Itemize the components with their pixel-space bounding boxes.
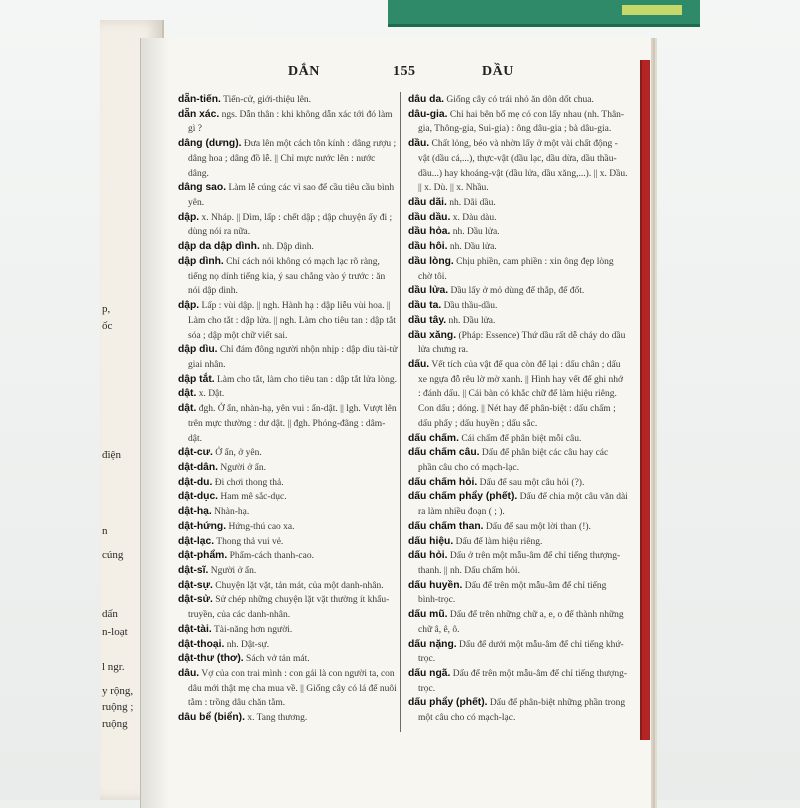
entry-definition: Dấu để dưới một mẫu-âm để chỉ tiếng khứ-trọc.	[418, 639, 624, 665]
entry-definition: Làm lễ cúng các vì sao để cầu tiêu cầu bình yên.	[188, 183, 395, 209]
entry-definition: Cái chấm để phân biệt mỗi câu.	[461, 433, 582, 444]
entry-headword: dật-sử.	[178, 594, 213, 606]
dictionary-entry	[408, 314, 628, 329]
dictionary-entry	[408, 535, 628, 550]
entry-headword: dầu lửa.	[408, 285, 449, 297]
dictionary-entry	[408, 240, 628, 255]
entry-headword: dập tắt.	[178, 373, 215, 385]
dictionary-entry	[408, 108, 628, 137]
entry-headword: dâu da.	[408, 94, 445, 105]
entry-headword: dập dìu.	[178, 344, 218, 356]
entry-definition: Dấu để chia một câu văn dài ra làm nhiều đoạn ( ; ).	[418, 492, 628, 518]
dictionary-entry	[408, 432, 628, 447]
entry-headword: dầu dầu.	[408, 211, 451, 223]
entry-headword: dấu phẩy (phết).	[408, 697, 488, 709]
entry-definition: x. Tang thương.	[247, 713, 308, 724]
dictionary-entry	[408, 329, 628, 358]
dictionary-entry	[178, 593, 398, 622]
dictionary-entry	[408, 211, 628, 226]
left-fragment: l ngr.	[102, 661, 125, 673]
entry-headword: dấu hiệu.	[408, 535, 454, 547]
entry-definition: (Pháp: Essence) Thứ dầu rất dễ cháy do dầu lửa chưng ra.	[418, 330, 626, 356]
entry-definition: Làm cho tắt, làm cho tiêu tan : dập tắt lửa lòng.	[217, 374, 398, 385]
dictionary-entry	[408, 255, 628, 284]
entry-definition: Dấu để làm hiệu riêng.	[455, 536, 543, 547]
entry-definition: Dấu để phân biệt các câu hay các phần câu cho có mạch-lạc.	[418, 448, 609, 473]
entry-definition: Phẩm-cách thanh-cao.	[229, 551, 314, 562]
red-page-edge	[640, 60, 650, 740]
dictionary-entry	[178, 549, 398, 564]
entry-headword: dầu lòng.	[408, 255, 454, 267]
entry-headword: dật-lạc.	[178, 535, 215, 547]
entry-definition: Sử chép những chuyện lặt vặt thường ít khẩu-truyền, của các danh-nhân.	[188, 595, 390, 621]
entry-definition: Thong thả vui vẻ.	[216, 536, 284, 547]
dictionary-entry	[408, 299, 628, 314]
dictionary-entry	[178, 93, 398, 108]
entry-definition: Chỉ cách nói không có mạch lạc rõ ràng, tiếng nọ dính tiếng kia, ý sau chẳng vào ý trước : ăn nói dập dình.	[188, 256, 386, 297]
left-fragment: n-loạt	[102, 626, 128, 638]
entry-headword: dâu-gia.	[408, 108, 448, 120]
entry-definition: nh. Dật-sự.	[226, 639, 270, 650]
entry-headword: dầu hôi.	[408, 241, 448, 253]
entry-headword: dật-du.	[178, 476, 213, 488]
entry-headword: dấu huyền.	[408, 579, 463, 591]
dictionary-entry	[408, 446, 628, 475]
left-fragment: y rộng,	[102, 685, 134, 697]
entry-headword: dật-phẩm.	[178, 550, 228, 562]
dictionary-entry	[408, 93, 628, 108]
entry-definition: x. Dật.	[198, 389, 225, 400]
entry-headword: dập.	[178, 211, 200, 223]
dictionary-entry	[408, 225, 628, 240]
dictionary-entry	[178, 211, 398, 240]
entry-definition: Dấu để trên một mẫu-âm để chỉ tiếng thượng-trọc.	[418, 669, 627, 694]
left-entry-column	[178, 93, 398, 726]
dictionary-entry	[178, 108, 398, 137]
entry-headword: dật-cư.	[178, 447, 213, 459]
dictionary-entry	[178, 373, 398, 388]
dictionary-entry	[178, 652, 398, 667]
entry-definition: Chỉ hai bên bố mẹ có con lấy nhau (nh. Thân-gia, Thông-gia, Sui-gia) : ông dâu-gia ; bà dâu-gia.	[418, 109, 625, 135]
dictionary-entry	[408, 284, 628, 299]
dictionary-entry	[178, 505, 398, 520]
entry-definition: Đi chơi thong thả.	[214, 477, 284, 488]
entry-definition: nh. Dầu lửa.	[449, 242, 497, 253]
entry-definition: Tài-năng hơn người.	[213, 624, 293, 635]
entry-headword: dâu.	[178, 668, 200, 680]
entry-definition: Người ở ẩn.	[220, 462, 266, 473]
dictionary-entry	[408, 638, 628, 667]
left-fragment: p,	[102, 303, 111, 315]
entry-definition: x. Dàu dàu.	[452, 212, 497, 223]
dictionary-entry	[178, 623, 398, 638]
spine-shadow	[140, 38, 170, 808]
dictionary-entry	[178, 490, 398, 505]
entry-headword: dật-hạ.	[178, 506, 212, 518]
entry-headword: dấu mũ.	[408, 609, 448, 621]
left-fragment: ruộng	[102, 718, 128, 730]
dictionary-entry	[178, 343, 398, 372]
entry-headword: dẵn xác.	[178, 108, 220, 120]
dictionary-entry	[178, 299, 398, 343]
entry-headword: dật-thoại.	[178, 638, 225, 650]
entry-headword: dấu chấm hỏi.	[408, 476, 478, 488]
dictionary-entry	[408, 137, 628, 196]
entry-definition: Nhàn-hạ.	[214, 507, 250, 518]
dictionary-entry	[178, 711, 398, 726]
dictionary-entry	[178, 255, 398, 299]
dictionary-entry	[408, 358, 628, 432]
entry-definition: Dấu để trên một mẫu-âm để chỉ tiếng bình-trọc.	[418, 580, 607, 606]
entry-headword: dấu ngã.	[408, 668, 451, 680]
entry-headword: dật-tài.	[178, 623, 212, 635]
dictionary-entry	[178, 476, 398, 491]
left-fragment: n	[102, 525, 108, 537]
dictionary-entry	[178, 402, 398, 446]
entry-definition: Đưa lên một cách tôn kính : dâng rượu ; dâng hoa ; dâng đồ lễ. || Chỉ mực nước lên : nước dâng.	[188, 139, 397, 179]
dictionary-entry	[178, 387, 398, 402]
entry-definition: Chịu phiền, cam phiền : xin ông đẹp lòng chờ tôi.	[418, 256, 614, 282]
dictionary-entry	[178, 520, 398, 535]
entry-definition: nh. Dầu lửa.	[452, 227, 500, 238]
entry-headword: dật-sự.	[178, 579, 213, 591]
left-fragment: ruộng ;	[102, 701, 134, 713]
dictionary-entry	[408, 608, 628, 637]
dictionary-entry	[408, 667, 628, 696]
entry-definition: Dấu để sau một câu hỏi (?).	[479, 477, 585, 488]
dictionary-entry	[178, 535, 398, 550]
entry-definition: Hứng-thú cao xa.	[228, 521, 295, 532]
entry-definition: đgh. Ở ẩn, nhàn-hạ, yên vui : ẩn-dật. || lgh. Vượt lên trên mực thường : dư dật. || đgh. Phóng-đãng : dâm-dật.	[188, 404, 397, 444]
dictionary-entry	[178, 579, 398, 594]
green-book	[388, 0, 700, 27]
dictionary-entry	[178, 461, 398, 476]
entry-headword: dẵn-tiến.	[178, 94, 221, 105]
entry-definition: Dấu ở trên một mẫu-âm để chỉ tiếng thượng-thanh. || nh. Dấu chấm hỏi.	[418, 551, 621, 576]
left-fragment: ốc	[102, 320, 113, 332]
entry-headword: dật-sĩ.	[178, 565, 209, 576]
dictionary-entry	[178, 181, 398, 210]
entry-headword: dật.	[178, 388, 197, 400]
entry-headword: dấu chấm phẩy (phết).	[408, 491, 518, 503]
entry-definition: Vợ của con trai mình : con gái là con người ta, con dâu mới thật mẹ cha mua về. || Giống cây có lá để nuôi tằm : trồng dâu chăn tằm.	[188, 669, 397, 709]
green-book-label	[622, 5, 682, 15]
entry-headword: dập.	[178, 300, 200, 312]
entry-headword: dấu chấm câu.	[408, 447, 480, 459]
entry-headword: dấu chấm than.	[408, 520, 484, 532]
entry-headword: dật-dân.	[178, 461, 219, 473]
page-number: 155	[393, 64, 416, 79]
entry-definition: Dầu lấy ở mỏ dùng để thắp, để đốt.	[450, 286, 585, 297]
entry-headword: dấu nặng.	[408, 638, 457, 650]
entry-headword: dầu xăng.	[408, 329, 457, 341]
entry-definition: Tiến-cử, giới-thiệu lên.	[223, 95, 312, 105]
entry-headword: dập da dập dình.	[178, 241, 260, 253]
dictionary-entry	[408, 520, 628, 535]
entry-definition: Giống cây có trái nhỏ ăn dôn dốt chua.	[446, 95, 594, 105]
dictionary-entry	[178, 240, 398, 255]
entry-headword: dầu dãi.	[408, 197, 447, 209]
entry-definition: nh. Dập dình.	[262, 242, 314, 253]
entry-headword: dật-thư (thơ).	[178, 653, 244, 665]
entry-headword: dâu bể (biển).	[178, 712, 245, 724]
entry-definition: Lấp : vùi dập. || ngh. Hành hạ : dập liễu vùi hoa. || Làm cho tắt : dập lửa. || ngh. Làm cho tiêu tan : dập tắt sóa ; dập một chữ viết sai.	[188, 301, 396, 341]
dictionary-entry	[178, 137, 398, 181]
entry-definition: Sách vở tản mát.	[246, 654, 310, 665]
entry-definition: x. Nháp. || Dìm, lấp : chết dập ; dập chuyện ấy đi ; dùng nói ra nữa.	[188, 212, 393, 238]
column-divider	[400, 92, 401, 732]
entry-definition: Chỉ đám đông người nhộn nhịp : dập dìu tài-tử giai nhân.	[188, 345, 398, 370]
entry-headword: dầu hỏa.	[408, 226, 451, 238]
dictionary-entry	[408, 549, 628, 578]
entry-definition: Dấu để sau một lời than (!).	[485, 521, 591, 532]
dictionary-entry	[178, 564, 398, 579]
entry-definition: Chất lỏng, béo và nhờn lấy ở một vài chất động - vật (dầu cá,...), thực-vật (dầu lạc, dầu dừa, dầu thầu-dầu...) hay khoáng-vật (dầu lửa, dầu xăng,...). || x. Dầu. || x. Dù. || x. Nhầu.	[418, 139, 628, 194]
dictionary-entry	[408, 490, 628, 519]
entry-definition: Dấu để phân-biệt những phần trong một câu cho có mạch-lạc.	[418, 698, 626, 724]
entry-definition: Vết tích của vật để qua còn để lại : dấu chân ; dấu xe ngựa đỗ rêu lờ mờ xanh. || Hình hay vết để ghi nhớ : đánh dấu. || Cái bàn có khắc chữ để làm hiệu riêng. Con dấu ; dóng. || Nét hay để phân-biệt : dấu chấm ; dấu phẩy ; dấu huyền ; dấu sắc.	[418, 359, 624, 429]
entry-definition: Chuyện lặt vặt, tản mát, của một danh-nhân.	[215, 580, 384, 591]
entry-headword: dấu.	[408, 358, 430, 370]
entry-definition: Ở ẩn, ở yên.	[215, 448, 262, 459]
left-fragment: điện	[102, 449, 121, 461]
header-right-guideword: DẦU	[482, 64, 514, 79]
dictionary-entry	[178, 638, 398, 653]
entry-definition: Người ở ẩn.	[210, 566, 257, 576]
entry-headword: dâng sao.	[178, 182, 227, 194]
header-left-guideword: DẮN	[288, 64, 320, 79]
entry-headword: dầu tây.	[408, 314, 447, 326]
entry-headword: dầu.	[408, 138, 430, 150]
entry-definition: Dấu để trên những chữ a, e, o để thành những chữ â, ê, ô.	[418, 610, 624, 635]
entry-headword: dấu chấm.	[408, 432, 459, 444]
dictionary-entry	[408, 196, 628, 211]
dictionary-entry	[178, 446, 398, 461]
entry-headword: dật-dục.	[178, 491, 219, 503]
entry-headword: dâng (dưng).	[178, 138, 242, 150]
entry-headword: dấu hỏi.	[408, 550, 448, 562]
entry-definition: nh. Dầu lửa.	[448, 315, 496, 326]
entry-definition: Dầu thầu-dầu.	[443, 301, 498, 312]
dictionary-entry	[178, 667, 398, 711]
left-fragment: cúng	[102, 549, 124, 561]
entry-headword: dầu ta.	[408, 300, 442, 312]
dictionary-entry	[408, 696, 628, 725]
entry-definition: nh. Dãi dầu.	[449, 198, 496, 209]
entry-headword: dật-hứng.	[178, 520, 227, 532]
entry-headword: dật.	[178, 403, 197, 415]
dictionary-entry	[408, 579, 628, 608]
left-fragment: dấn	[102, 608, 118, 620]
entry-definition: ngs. Dẫn thân : khi không dẫn xác tới đó làm gì ?	[188, 109, 393, 135]
dictionary-entry	[408, 476, 628, 491]
entry-definition: Ham mê sắc-dục.	[220, 492, 287, 503]
entry-headword: dập dình.	[178, 255, 224, 267]
right-entry-column	[408, 93, 628, 726]
